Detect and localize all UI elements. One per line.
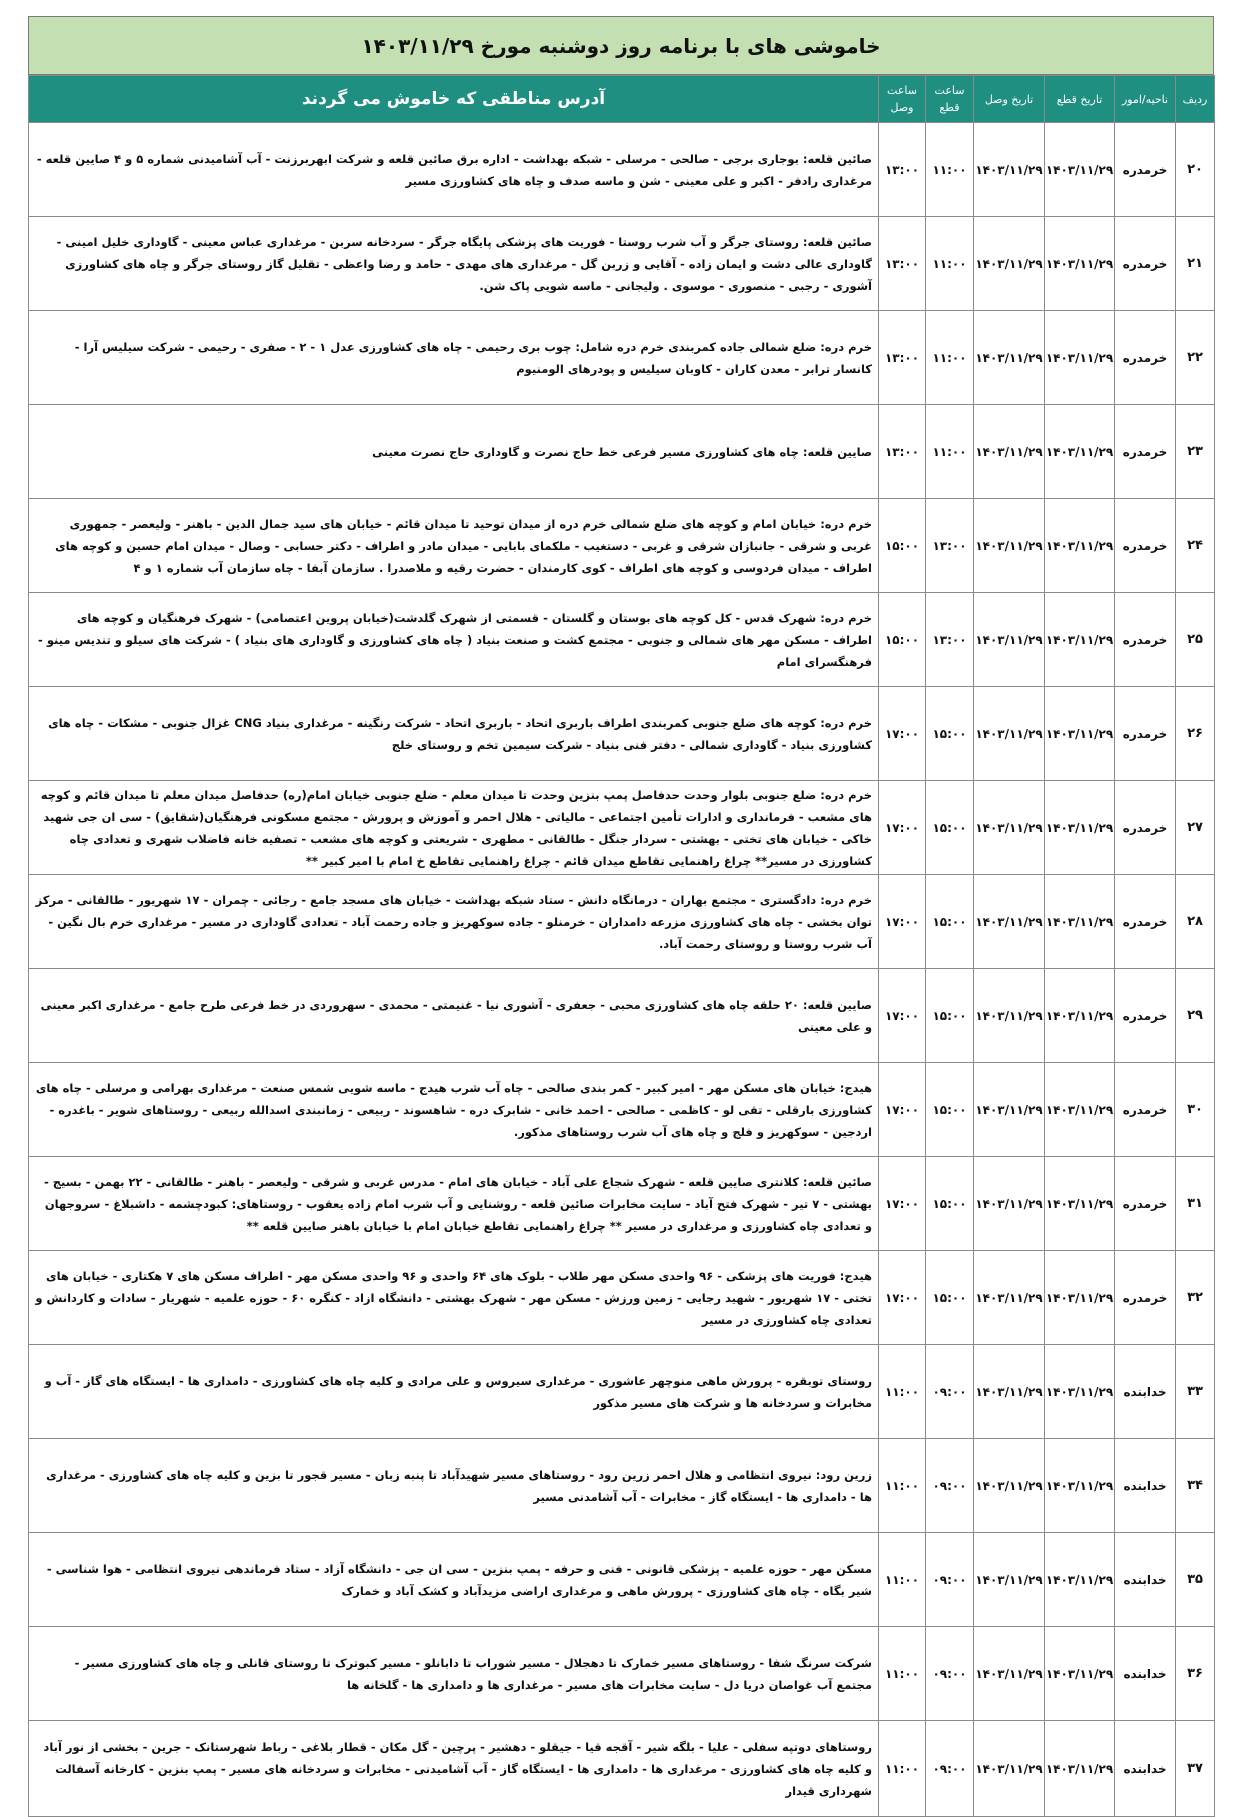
address-cell: هیدج: خیابان های مسکن مهر - امیر کبیر - کمر بندی صالحی - چاه آب شرب هیدج - ماسه شویی شمس صنعت - مرغداری بهرامی و مرسلی - چاه های کشاورزی بارقلی - تقی لو - کاظمی - صالحی - احمد خانی - شابرک دره - شاهسوند - ربیعی - زمانبندی اسدالله ربیعی - روستاهای شویر - باغدره - اردجین - سوکهریز و فلج و چاه های آب شرب روستاهای مذکور. (29, 1063, 879, 1157)
address-cell: شرکت سرنگ شفا - روستاهای مسیر خمارک تا دهجلال - مسیر شوراب تا دابانلو - مسیر کبوترک تا روستای قانلی و چاه های کشاورزی مسیر - مجتمع آب غواصان دریا دل - سایت مخابرات های مسیر - مرغداری ها و دامداری ها - گلخانه ها (29, 1627, 879, 1721)
connect-time-cell: ۱۵:۰۰ (879, 499, 926, 593)
cut-time-cell: ۰۹:۰۰ (926, 1439, 974, 1533)
connect-date-cell: ۱۴۰۳/۱۱/۲۹ (974, 217, 1045, 311)
region-cell: خرمدره (1115, 875, 1176, 969)
region-cell: خدابنده (1115, 1533, 1176, 1627)
connect-date-cell: ۱۴۰۳/۱۱/۲۹ (974, 875, 1045, 969)
row-number-cell: ۲۰ (1176, 123, 1215, 217)
cut-date-cell: ۱۴۰۳/۱۱/۲۹ (1045, 123, 1115, 217)
connect-date-cell: ۱۴۰۳/۱۱/۲۹ (974, 781, 1045, 875)
connect-date-cell: ۱۴۰۳/۱۱/۲۹ (974, 593, 1045, 687)
address-cell: خرم دره: کوچه های ضلع جنوبی کمربندی اطراف باربری اتحاد - باربری اتحاد - شرکت رنگینه - مرغداری بنیاد CNG غزال جنوبی - مشکات - چاه های کشاورزی بنیاد - گاوداری شمالی - دفتر فنی بنیاد - شرکت سیمین تخم و روستای خلج (29, 687, 879, 781)
table-row (29, 1721, 1215, 1817)
row-number-cell: ۲۵ (1176, 593, 1215, 687)
cut-date-cell: ۱۴۰۳/۱۱/۲۹ (1045, 781, 1115, 875)
cut-date-cell: ۱۴۰۳/۱۱/۲۹ (1045, 1439, 1115, 1533)
connect-time-cell: ۱۳:۰۰ (879, 311, 926, 405)
table-row (29, 969, 1215, 1063)
cut-date-cell: ۱۴۰۳/۱۱/۲۹ (1045, 593, 1115, 687)
connect-date-cell: ۱۴۰۳/۱۱/۲۹ (974, 1439, 1045, 1533)
connect-time-cell: ۱۷:۰۰ (879, 1063, 926, 1157)
connect-time-cell: ۱۷:۰۰ (879, 781, 926, 875)
cut-time-cell: ۰۹:۰۰ (926, 1345, 974, 1439)
row-number-cell: ۳۴ (1176, 1439, 1215, 1533)
cut-date-cell: ۱۴۰۳/۱۱/۲۹ (1045, 405, 1115, 499)
row-number-cell: ۲۸ (1176, 875, 1215, 969)
connect-date-cell: ۱۴۰۳/۱۱/۲۹ (974, 1157, 1045, 1251)
cut-date-cell: ۱۴۰۳/۱۱/۲۹ (1045, 1063, 1115, 1157)
table-row (29, 1157, 1215, 1251)
cut-date-cell: ۱۴۰۳/۱۱/۲۹ (1045, 1157, 1115, 1251)
table-body (29, 123, 1215, 1817)
table-row (29, 311, 1215, 405)
table-row (29, 1063, 1215, 1157)
table-row (29, 1439, 1215, 1533)
cut-time-cell: ۱۱:۰۰ (926, 123, 974, 217)
cut-time-cell: ۱۱:۰۰ (926, 405, 974, 499)
cut-time-cell: ۰۹:۰۰ (926, 1721, 974, 1817)
region-cell: خرمدره (1115, 969, 1176, 1063)
address-cell: مسکن مهر - حوزه علمیه - پزشکی قانونی - فنی و حرفه - پمپ بنزین - سی ان جی - دانشگاه آزاد - ستاد فرماندهی نیروی انتظامی - هوا شناسی - شیر بگاه - چاه های کشاورزی - پرورش ماهی و مرغداری اراضی مزیدآباد و کشک آباد و خمارک (29, 1533, 879, 1627)
region-cell: خرمدره (1115, 311, 1176, 405)
table-header-row (29, 76, 1215, 123)
region-cell: خدابنده (1115, 1439, 1176, 1533)
row-number-cell: ۳۶ (1176, 1627, 1215, 1721)
cut-time-cell: ۱۱:۰۰ (926, 217, 974, 311)
cut-date-cell: ۱۴۰۳/۱۱/۲۹ (1045, 1721, 1115, 1817)
region-cell: خرمدره (1115, 1063, 1176, 1157)
outage-table (28, 75, 1215, 1817)
table-row (29, 499, 1215, 593)
row-number-cell: ۳۲ (1176, 1251, 1215, 1345)
col-header-region: ناحیه/امور (1115, 76, 1176, 123)
address-cell: خرم دره: ضلع شمالی جاده کمربندی خرم دره شامل: چوب بری رحیمی - چاه های کشاورزی عدل ۱ - ۲ - صفری - رحیمی - شرکت سیلیس آرا - کانسار ترابر - معدن کاران - کاوبان سیلیس و پودرهای الومنیوم (29, 311, 879, 405)
cut-date-cell: ۱۴۰۳/۱۱/۲۹ (1045, 1627, 1115, 1721)
col-header-cut-time: ساعت قطع (926, 76, 974, 123)
table-row (29, 217, 1215, 311)
connect-time-cell: ۱۷:۰۰ (879, 1157, 926, 1251)
region-cell: خرمدره (1115, 217, 1176, 311)
connect-date-cell: ۱۴۰۳/۱۱/۲۹ (974, 1533, 1045, 1627)
table-row (29, 1251, 1215, 1345)
outage-sheet (28, 16, 1214, 1798)
region-cell: خدابنده (1115, 1345, 1176, 1439)
cut-time-cell: ۱۵:۰۰ (926, 781, 974, 875)
address-cell: خرم دره: شهرک قدس - کل کوچه های بوستان و گلستان - قسمتی از شهرک گلدشت(خیابان پروین اعتصامی) - شهرک فرهنگیان و کوچه های اطراف - مسکن مهر های شمالی و جنوبی - مجتمع کشت و صنعت بنیاد ( چاه های کشاورزی و گاوداری های بنیاد ) - شرکت های سیلو و تندیس مینو - فرهنگسرای امام (29, 593, 879, 687)
cut-time-cell: ۱۵:۰۰ (926, 875, 974, 969)
cut-time-cell: ۱۵:۰۰ (926, 1063, 974, 1157)
address-cell: زرین رود: نیروی انتظامی و هلال احمر زرین رود - روستاهای مسیر شهیدآباد تا پنبه زبان - مسیر قجور تا بزین و کلیه چاه های کشاورزی - مرغداری ها - دامداری ها - ایستگاه گاز - مخابرات - آب آشامدنی مسیر (29, 1439, 879, 1533)
connect-time-cell: ۱۳:۰۰ (879, 217, 926, 311)
row-number-cell: ۲۱ (1176, 217, 1215, 311)
cut-time-cell: ۱۳:۰۰ (926, 499, 974, 593)
table-row (29, 123, 1215, 217)
connect-time-cell: ۱۷:۰۰ (879, 687, 926, 781)
cut-date-cell: ۱۴۰۳/۱۱/۲۹ (1045, 499, 1115, 593)
row-number-cell: ۳۷ (1176, 1721, 1215, 1817)
address-cell: صائین قلعه: بوجاری برجی - صالحی - مرسلی - شبکه بهداشت - اداره برق صائین قلعه و شرکت ابهربرزنت - آب آشامیدنی شماره ۵ و ۴ صایین قلعه - مرغداری رادفر - اکبر و علی معینی - شن و ماسه صدف و چاه های کشاورزی مسیر (29, 123, 879, 217)
cut-time-cell: ۰۹:۰۰ (926, 1627, 974, 1721)
cut-time-cell: ۰۹:۰۰ (926, 1533, 974, 1627)
cut-time-cell: ۱۵:۰۰ (926, 1157, 974, 1251)
address-cell: صائین قلعه: کلانتری صایین قلعه - شهرک شجاع علی آباد - خیابان های امام - مدرس غربی و شرقی - ولیعصر - باهنر - طالقانی - ۲۲ بهمن - بسیج - بهشتی - ۷ تیر - شهرک فتح آباد - سایت مخابرات صائین قلعه - روشنایی و آب شرب امام زاده یعقوب - روستاهای: کبودچشمه - داشبلاغ - سروجهان و تعدادی چاه کشاورزی و مرغداری در مسیر ** چراغ راهنمایی تقاطع خیابان امام با خیابان باهنر صایین قلعه ** (29, 1157, 879, 1251)
connect-time-cell: ۱۱:۰۰ (879, 1533, 926, 1627)
row-number-cell: ۲۷ (1176, 781, 1215, 875)
connect-date-cell: ۱۴۰۳/۱۱/۲۹ (974, 499, 1045, 593)
connect-date-cell: ۱۴۰۳/۱۱/۲۹ (974, 1721, 1045, 1817)
region-cell: خرمدره (1115, 499, 1176, 593)
connect-date-cell: ۱۴۰۳/۱۱/۲۹ (974, 1345, 1045, 1439)
connect-time-cell: ۱۳:۰۰ (879, 123, 926, 217)
connect-date-cell: ۱۴۰۳/۱۱/۲۹ (974, 969, 1045, 1063)
region-cell: خدابنده (1115, 1721, 1176, 1817)
table-row (29, 875, 1215, 969)
connect-date-cell: ۱۴۰۳/۱۱/۲۹ (974, 123, 1045, 217)
table-row (29, 1627, 1215, 1721)
table-row (29, 405, 1215, 499)
row-number-cell: ۳۵ (1176, 1533, 1215, 1627)
row-number-cell: ۳۱ (1176, 1157, 1215, 1251)
table-row (29, 1533, 1215, 1627)
row-number-cell: ۳۳ (1176, 1345, 1215, 1439)
address-cell: هیدج: فوریت های پزشکی - ۹۶ واحدی مسکن مهر طلاب - بلوک های ۶۴ واحدی و ۹۶ واحدی مسکن مهر - اطراف مسکن های ۷ هکتاری - خیابان های تختی - ۱۷ شهریور - شهید رجایی - زمین ورزش - مسکن مهر - شهرک بهشتی - دانشگاه ازاد - کنگره ۶۰ - حوزه علمیه - شهریار - سادات و کاردانش و تعدادی چاه کشاورزی در مسیر (29, 1251, 879, 1345)
connect-date-cell: ۱۴۰۳/۱۱/۲۹ (974, 1251, 1045, 1345)
region-cell: خرمدره (1115, 123, 1176, 217)
region-cell: خرمدره (1115, 1157, 1176, 1251)
table-row (29, 687, 1215, 781)
page-title: خاموشی های با برنامه روز دوشنبه مورخ ۱۴۰۳/۱۱/۲۹ (28, 16, 1214, 75)
address-cell: خرم دره: خیابان امام و کوچه های ضلع شمالی خرم دره از میدان توحید تا میدان قائم - خیابان های سید جمال الدین - باهنر - ولیعصر - جمهوری غربی و شرقی - جانبازان شرقی و غربی - دستغیب - ملکمای بابایی - میدان مادر و اطراف - دکتر حسابی - وصال - میدان امام حسین و کوچه های اطراف - میدان فردوسی و کوچه های اطراف - کوی کارمندان - حضرت رقیه و ملاصدرا . سازمان آبفا - چاه سازمان آب شماره ۱ و ۴ (29, 499, 879, 593)
cut-date-cell: ۱۴۰۳/۱۱/۲۹ (1045, 1345, 1115, 1439)
row-number-cell: ۲۶ (1176, 687, 1215, 781)
connect-date-cell: ۱۴۰۳/۱۱/۲۹ (974, 405, 1045, 499)
row-number-cell: ۲۹ (1176, 969, 1215, 1063)
cut-time-cell: ۱۱:۰۰ (926, 311, 974, 405)
address-cell: صایین قلعه: چاه های کشاورزی مسیر فرعی خط حاج نصرت و گاوداری حاج نصرت معینی (29, 405, 879, 499)
row-number-cell: ۲۲ (1176, 311, 1215, 405)
row-number-cell: ۳۰ (1176, 1063, 1215, 1157)
col-header-row: ردیف (1176, 76, 1215, 123)
col-header-connect-time: ساعت وصل (879, 76, 926, 123)
connect-time-cell: ۱۱:۰۰ (879, 1721, 926, 1817)
connect-time-cell: ۱۷:۰۰ (879, 875, 926, 969)
col-header-cut-date: تاریخ قطع (1045, 76, 1115, 123)
table-row (29, 593, 1215, 687)
cut-time-cell: ۱۵:۰۰ (926, 969, 974, 1063)
region-cell: خرمدره (1115, 687, 1176, 781)
connect-time-cell: ۱۵:۰۰ (879, 593, 926, 687)
cut-date-cell: ۱۴۰۳/۱۱/۲۹ (1045, 1533, 1115, 1627)
address-cell: روستاهای دوتپه سفلی - علیا - بلگه شیر - آقجه قیا - جیقلو - دهشیر - پرچین - گل مکان - قطار بلاغی - رباط شهرستانک - جرین - بخشی از نور آباد و کلیه چاه های کشاورزی - مرغداری ها - دامداری ها - ایستگاه گاز - آب آشامیدنی - مخابرات و سردخانه های مسیر - پمپ بنزین - کارخانه آسفالت شهرداری قیدار (29, 1721, 879, 1817)
connect-time-cell: ۱۱:۰۰ (879, 1345, 926, 1439)
address-cell: خرم دره: دادگستری - مجتمع بهاران - درمانگاه دانش - ستاد شبکه بهداشت - خیابان های مسجد جامع - رجائی - چمران - ۱۷ شهریور - طالقانی - مرکز توان بخشی - چاه های کشاورزی مزرعه دامداران - خرمنلو - جاده سوکهریز و جاده رحمت آباد - تعدادی گاوداری در مسیر - مرغداری خرم بال نگین - آب شرب روستا و روستای رحمت آباد. (29, 875, 879, 969)
connect-time-cell: ۱۷:۰۰ (879, 1251, 926, 1345)
table-row (29, 781, 1215, 875)
cut-date-cell: ۱۴۰۳/۱۱/۲۹ (1045, 875, 1115, 969)
cut-time-cell: ۱۳:۰۰ (926, 593, 974, 687)
connect-date-cell: ۱۴۰۳/۱۱/۲۹ (974, 1627, 1045, 1721)
connect-date-cell: ۱۴۰۳/۱۱/۲۹ (974, 311, 1045, 405)
region-cell: خرمدره (1115, 1251, 1176, 1345)
connect-date-cell: ۱۴۰۳/۱۱/۲۹ (974, 687, 1045, 781)
connect-date-cell: ۱۴۰۳/۱۱/۲۹ (974, 1063, 1045, 1157)
connect-time-cell: ۱۱:۰۰ (879, 1439, 926, 1533)
connect-time-cell: ۱۱:۰۰ (879, 1627, 926, 1721)
cut-date-cell: ۱۴۰۳/۱۱/۲۹ (1045, 1251, 1115, 1345)
connect-time-cell: ۱۳:۰۰ (879, 405, 926, 499)
region-cell: خرمدره (1115, 405, 1176, 499)
address-cell: روستای توبقره - پرورش ماهی منوچهر عاشوری - مرغداری سیروس و علی مرادی و کلیه چاه های کشاورزی - دامداری ها - ایستگاه های گاز - آب و مخابرات و سردخانه ها و شرکت های مسیر مذکور (29, 1345, 879, 1439)
connect-time-cell: ۱۷:۰۰ (879, 969, 926, 1063)
col-header-connect-date: تاریخ وصل (974, 76, 1045, 123)
row-number-cell: ۲۳ (1176, 405, 1215, 499)
cut-time-cell: ۱۵:۰۰ (926, 1251, 974, 1345)
cut-date-cell: ۱۴۰۳/۱۱/۲۹ (1045, 969, 1115, 1063)
region-cell: خرمدره (1115, 781, 1176, 875)
region-cell: خرمدره (1115, 593, 1176, 687)
address-cell: خرم دره: ضلع جنوبی بلوار وحدت حدفاصل پمپ بنزین وحدت تا میدان معلم - ضلع جنوبی خیابان امام(ره) حدفاصل میدان معلم تا میدان قائم و کوچه های مشعب - فرمانداری و ادارات تأمین اجتماعی - مالیاتی - هلال احمر و آموزش و پرورش - مجتمع مسکونی فرهنگیان(شقایق) - سی ان جی شهید خاکی - خیابان های تختی - بهشتی - سردار جنگل - طالقانی - مطهری - شریعتی و کوچه های مشعب - تصفیه خانه فاضلاب شهری و تعدادی چاه کشاورزی در مسیر** چراغ راهنمایی تقاطع میدان قائم - چراغ راهنمایی تقاطع خ امام با امیر کبیر ** (29, 781, 879, 875)
cut-date-cell: ۱۴۰۳/۱۱/۲۹ (1045, 311, 1115, 405)
row-number-cell: ۲۴ (1176, 499, 1215, 593)
cut-date-cell: ۱۴۰۳/۱۱/۲۹ (1045, 687, 1115, 781)
region-cell: خدابنده (1115, 1627, 1176, 1721)
table-row (29, 1345, 1215, 1439)
address-cell: صائین قلعه: روستای جرگر و آب شرب روستا - فوریت های پزشکی پایگاه جرگر - سردخانه سربن - مرغداری عباس معینی - گاوداری خلیل امینی - گاوداری عالی دشت و ایمان زاده - آقایی و زربن گل - مرغداری های مهدی - حامد و رضا واعظی - تقلیل گاز روستای جرگر و چاه های کشاورزی آشوری - رجبی - منصوری - موسوی . ولیجانی - ماسه شویی پاک شن. (29, 217, 879, 311)
col-header-address: آدرس مناطقی که خاموش می گردند (29, 76, 879, 123)
cut-date-cell: ۱۴۰۳/۱۱/۲۹ (1045, 217, 1115, 311)
address-cell: صایین قلعه: ۲۰ حلقه چاه های کشاورزی محبی - جعفری - آشوری نیا - غنیمتی - محمدی - سهروردی در خط فرعی طرح جامع - مرغداری اکبر معینی و علی معینی (29, 969, 879, 1063)
cut-time-cell: ۱۵:۰۰ (926, 687, 974, 781)
